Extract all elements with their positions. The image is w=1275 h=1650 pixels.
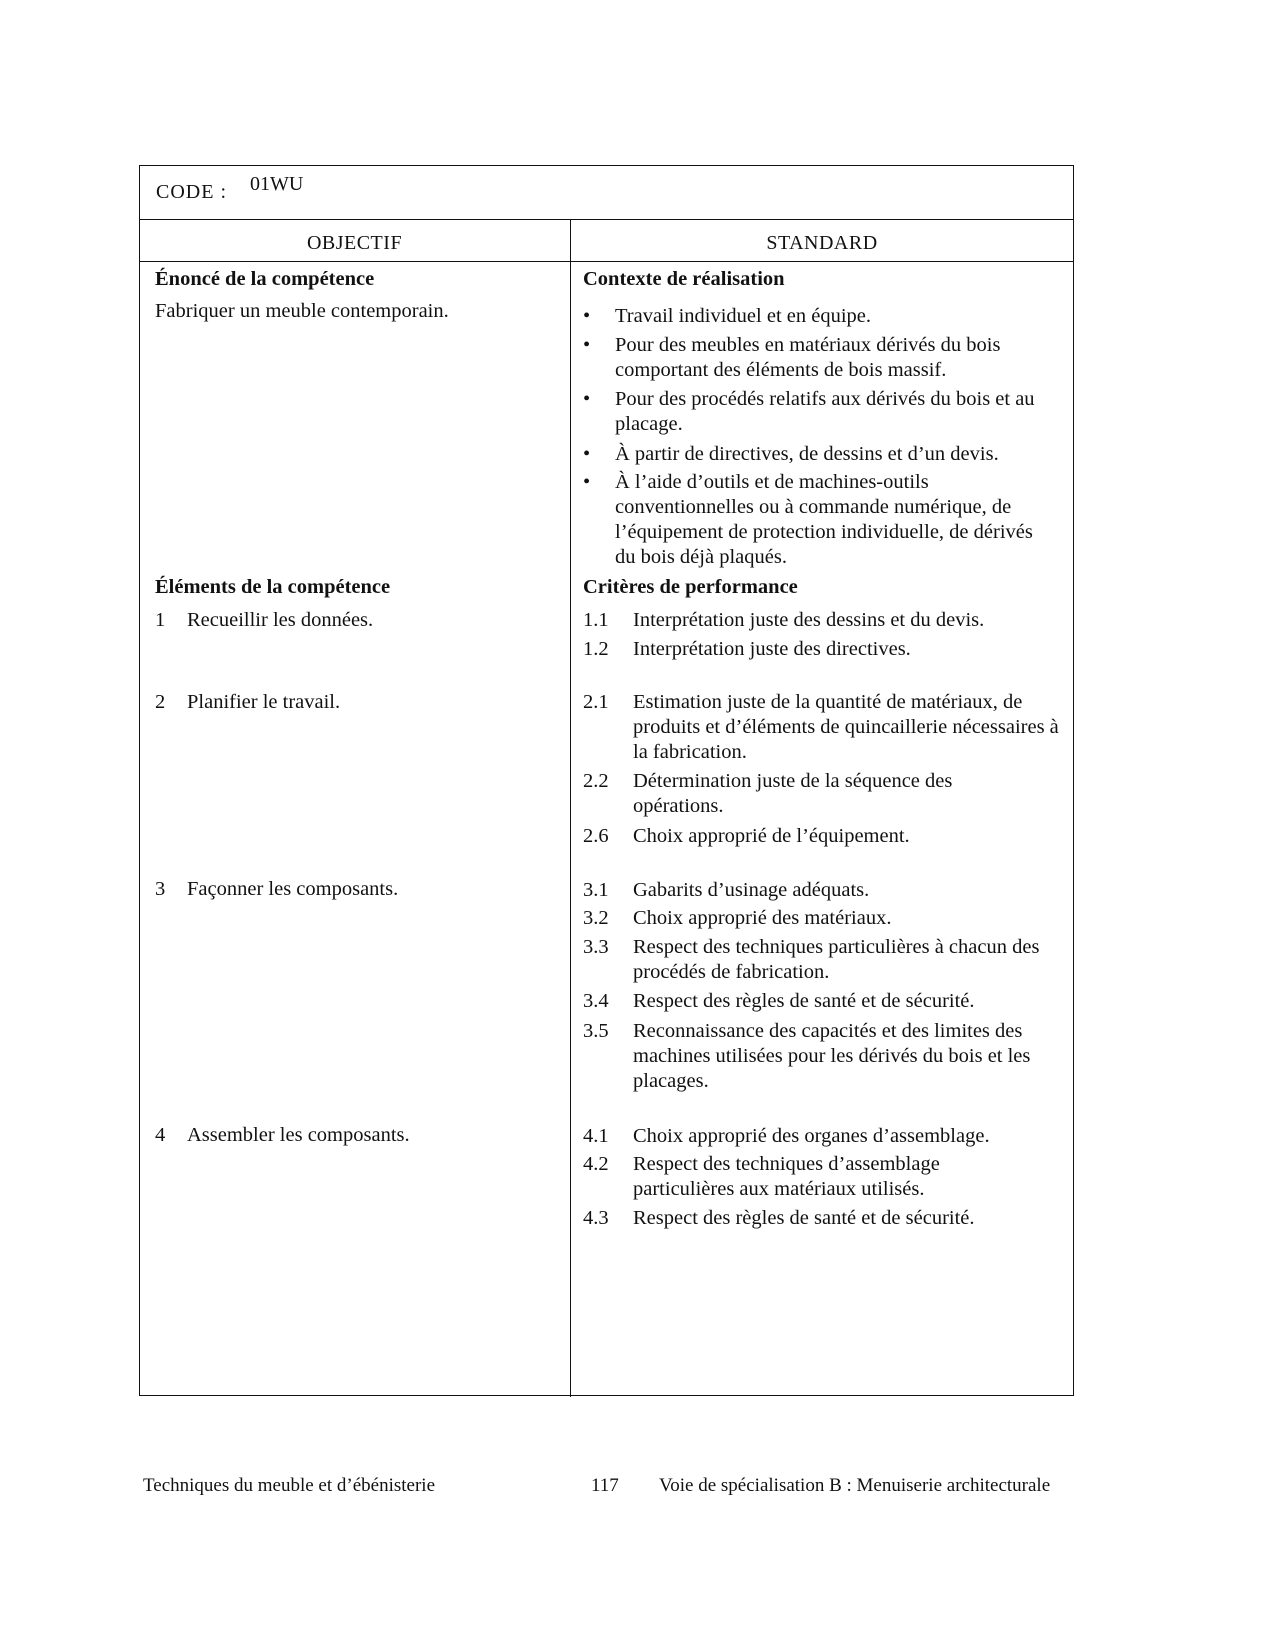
standard-header: STANDARD [766,232,878,254]
contexte-title: Contexte de réalisation [583,268,785,290]
objectif-header: OBJECTIF [306,232,403,254]
bullet-icon: • [583,305,591,327]
elements-title: Éléments de la compétence [155,576,391,598]
divider [139,219,1074,220]
enonce-text: Fabriquer un meuble contemporain. [155,300,449,322]
page-number: 117 [591,1475,619,1496]
column-divider [570,219,571,1397]
footer-right: Voie de spécialisation B : Menuiserie architecturale [659,1475,1051,1496]
bullet-icon: • [583,388,591,410]
enonce-title: Énoncé de la compétence [155,268,375,290]
divider [139,261,1074,262]
code-label: CODE : [156,181,227,203]
footer-left: Techniques du meuble et d’ébénisterie [143,1475,436,1496]
bullet-icon: • [583,471,591,493]
bullet-icon: • [583,334,591,356]
code-value: 01WU [250,173,304,195]
bullet-icon: • [583,443,591,465]
criteres-title: Critères de performance [583,576,798,598]
